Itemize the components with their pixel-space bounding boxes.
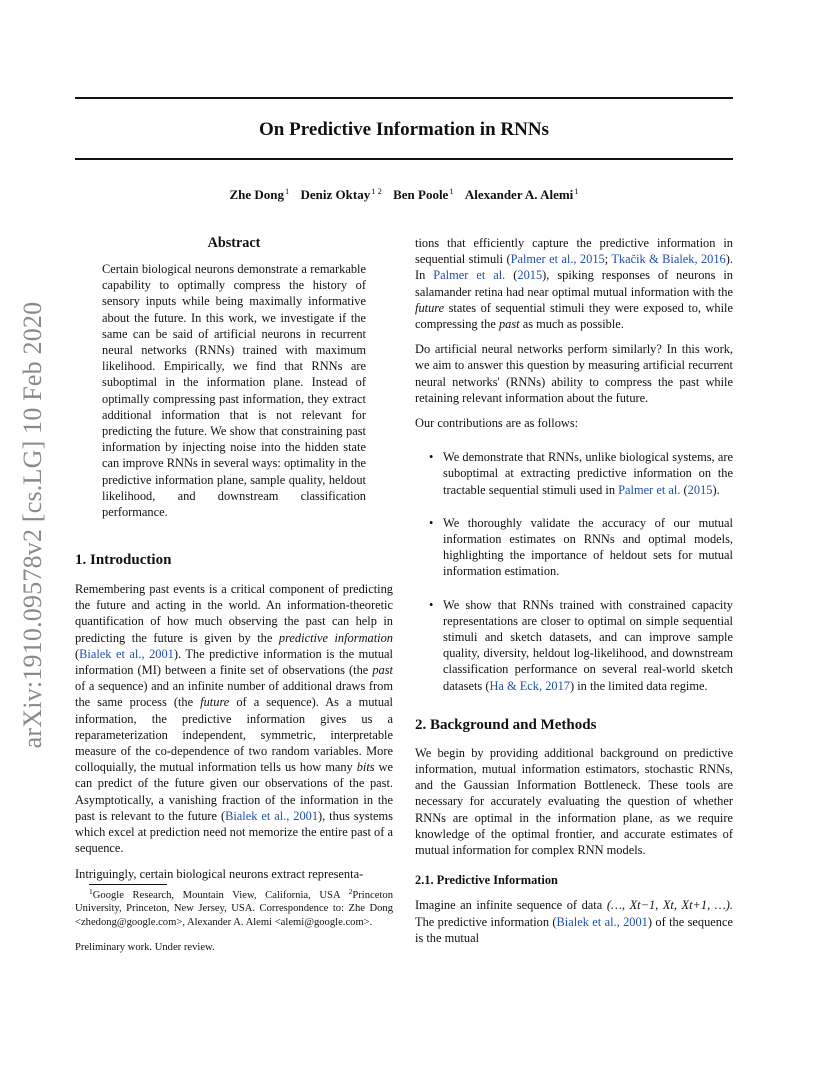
body-paragraph: Do artificial neural networks perform similarly? In this work, we aim to answer this question by measuring artificial recurrent neural networks' (RNNs) ability to compress the past while retaining relevant information about the future. <box>415 342 733 405</box>
subsection-heading: 2.1. Predictive Information <box>415 873 558 888</box>
intro-paragraph: Intriguingly, certain biological neurons extract representa- <box>75 867 364 882</box>
citation-link[interactable]: Palmer et al. <box>618 482 681 497</box>
citation-link[interactable]: Bialek et al., 2001 <box>556 914 648 929</box>
section-heading: 2. Background and Methods <box>415 716 597 733</box>
citation-link[interactable]: Bialek et al., 2001 <box>225 808 319 823</box>
author: Ben Poole$^1$ <box>393 186 454 202</box>
abstract <box>102 234 366 520</box>
intro-paragraph: Remembering past events is a critical component of predicting the future and acting in the world. An information-theoretic quantification of how much observing the past can help in predicting the future is given by the predictive information (Bialek et al., 2001). The predictive information is the mutual information (MI) between a finite set of observations (the past of a sequence) and an infinite number of additional draws from the same process (the future of a sequence). As a mutual information, the predictive information gives us a reparameterization independent, symmetric, interpretable measure of the co-dependence of two random variables. More colloquially, the mutual information tells us how many bits we can predict of the future given our observations of the past. Asymptotically, a vanishing fraction of the information in the past is relevant to the future (Bialek et al., 2001), thus systems which excel at prediction need not memorize the entire past of a sequence. <box>75 582 393 856</box>
footnote <box>75 884 393 955</box>
author: Zhe Dong$^1$ <box>229 186 290 202</box>
citation-link[interactable]: Tkačik & Bialek, 2016 <box>611 252 726 267</box>
section-heading: 1. Introduction <box>75 552 172 568</box>
sequence-math: (…, Xt−1, Xt, Xt+1, …). <box>606 898 733 913</box>
arxiv-id: arXiv:1910.09578v2 [cs.LG] 10 Feb 2020 <box>18 301 47 749</box>
author: Deniz Oktay$^{1 2}$ <box>300 186 382 202</box>
author-list <box>75 186 733 204</box>
body-paragraph: Imagine an infinite sequence of data (…, Xt−1, Xt, Xt+1, …). The predictive information (Bialek et al., 2001) of the sequence is the mutual <box>415 898 733 945</box>
citation-link[interactable]: Bialek et al., 2001 <box>79 646 174 661</box>
contributions-list <box>415 449 733 694</box>
footnote-affiliations: $^1$Google Research, Mountain View, California, USA $^2$Princeton University, Princeton, New Jersey, USA. Correspondence to: Zhe Dong <zhedong@google.com>, Alexander A. Alemi <alemi@google.com>. <box>75 887 393 928</box>
list-item: • We thoroughly validate the accuracy of our mutual information estimates on RNNs and optimal models, highlighting the importance of heldout sets for mutual information estimation. <box>415 515 733 580</box>
body-paragraph: tions that efficiently capture the predictive information in sequential stimuli (Palmer et al., 2015; Tkačik & Bialek, 2016). In Palmer et al. (2015), spiking responses of neurons in salamander retina had near optimal mutual information with the future states of sequential stimuli they were exposed to, while compressing the past as much as possible. <box>415 236 734 332</box>
body-paragraph: Our contributions are as follows: <box>415 416 579 431</box>
right-column <box>415 235 733 946</box>
author: Alexander A. Alemi$^1$ <box>464 186 579 202</box>
citation-link[interactable]: Ha & Eck, 2017 <box>489 678 570 693</box>
footnote-note: Preliminary work. Under review. <box>75 942 215 954</box>
title-rule-top <box>75 97 733 99</box>
paper-title: On Predictive Information in RNNs <box>259 119 549 140</box>
citation-link[interactable]: 2015 <box>687 482 713 497</box>
citation-link[interactable]: Palmer et al., 2015 <box>510 252 605 267</box>
introduction <box>75 551 393 883</box>
body-paragraph: We begin by providing additional background on predictive information, mutual information estimators, stochastic RNNs, and the Gaussian Information Bottleneck. These tools are necessary for accurately evaluating the question of whether RNNs are optimal in the information plane, as we require knowledge of the optimal frontier, and accurate estimates of mutual information for complex RNN models. <box>415 745 733 858</box>
list-item: • We demonstrate that RNNs, unlike biological systems, are suboptimal at extracting predictive information on the tractable sequential stimuli used in Palmer et al. (2015). <box>415 449 733 498</box>
list-item: • We show that RNNs trained with constrained capacity representations are closer to optimal on simple sequential stimuli and sketch datasets, and can improve sample quality, diversity, heldout log-likelihood, and downstream classification performance on several real-world sketch datasets (Ha & Eck, 2017) in the limited data regime. <box>415 597 733 694</box>
abstract-heading: Abstract <box>207 235 261 251</box>
citation-link[interactable]: Palmer et al. <box>433 268 506 283</box>
footnote-rule <box>89 884 167 885</box>
abstract-text: Certain biological neurons demonstrate a remarkable capability to optimally compress the history of sensory inputs while being maximally informative about the future. In this work, we investigate if the same can be said of artificial neurons in recurrent neural networks (RNNs) trained with maximum likelihood. Empirically, we find that RNNs are suboptimal in the information plane. Instead of optimally compressing past information, they extract additional information that is not relevant for predicting the future. We show that constraining past information by injecting noise into the hidden state can improve RNNs in several ways: optimality in the predictive information plane, sample quality, heldout likelihood, and downstream classification performance. <box>102 262 366 520</box>
arxiv-sidebar <box>18 290 48 760</box>
title-rule-bottom <box>75 158 733 160</box>
citation-link[interactable]: 2015 <box>517 268 543 283</box>
